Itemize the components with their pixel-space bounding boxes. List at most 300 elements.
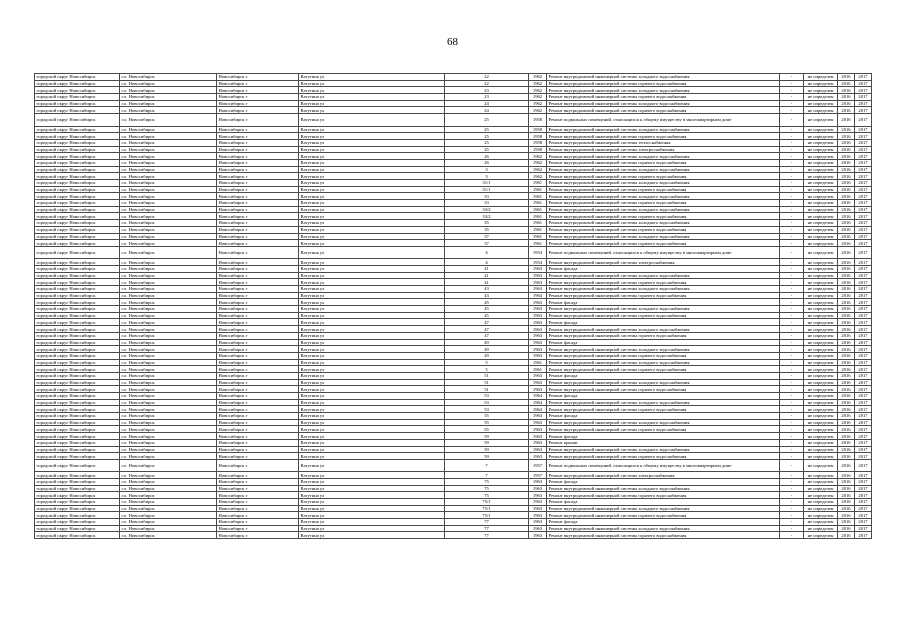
- municipality-cell: г.о. Новосибирск: [120, 478, 217, 485]
- street-cell: Вагутина ул: [299, 306, 445, 313]
- city-cell: Новосибирск г: [217, 94, 299, 101]
- work-type-cell: Ремонт крыши: [547, 439, 780, 446]
- municipality-cell: г.о. Новосибирск: [120, 446, 217, 453]
- work-type-cell: Ремонт внутридомовой инженерной системы холодного водоснабжения: [547, 419, 780, 426]
- district-cell: городской округ Новосибирск: [35, 499, 120, 506]
- table-row: [35, 406, 872, 413]
- dash-cell: -: [780, 339, 804, 346]
- street-cell: Вагутина ул: [299, 246, 445, 258]
- street-cell: Вагутина ул: [299, 286, 445, 293]
- status-cell: не определен: [804, 139, 838, 146]
- street-cell: Вагутина ул: [299, 499, 445, 506]
- district-cell: городской округ Новосибирск: [35, 446, 120, 453]
- period-end-cell: 2017: [855, 107, 872, 114]
- dash-cell: -: [780, 512, 804, 519]
- period-end-cell: 2017: [855, 153, 872, 160]
- dash-cell: -: [780, 220, 804, 227]
- municipality-cell: г.о. Новосибирск: [120, 200, 217, 207]
- status-cell: не определен: [804, 133, 838, 140]
- period-start-cell: 2016: [838, 332, 855, 339]
- period-end-cell: 2017: [855, 366, 872, 373]
- year-built-cell: 1954: [529, 259, 547, 266]
- period-end-cell: 2017: [855, 453, 872, 460]
- work-type-cell: Ремонт внутридомовой инженерной системы горячего водоснабжения: [547, 133, 780, 140]
- work-type-cell: Ремонт внутридомовой инженерной системы холодного водоснабжения: [547, 525, 780, 532]
- street-cell: Вагутина ул: [299, 186, 445, 193]
- period-end-cell: 2017: [855, 478, 872, 485]
- district-cell: городской округ Новосибирск: [35, 133, 120, 140]
- period-start-cell: 2016: [838, 379, 855, 386]
- city-cell: Новосибирск г: [217, 299, 299, 306]
- dash-cell: -: [780, 272, 804, 279]
- dash-cell: -: [780, 312, 804, 319]
- period-end-cell: 2017: [855, 114, 872, 126]
- period-end-cell: 2017: [855, 126, 872, 133]
- status-cell: не определен: [804, 519, 838, 526]
- house-number-cell: 47: [445, 319, 529, 326]
- district-cell: городской округ Новосибирск: [35, 359, 120, 366]
- table-row: [35, 193, 872, 200]
- municipality-cell: г.о. Новосибирск: [120, 213, 217, 220]
- municipality-cell: г.о. Новосибирск: [120, 139, 217, 146]
- district-cell: городской округ Новосибирск: [35, 372, 120, 379]
- table-row: [35, 279, 872, 286]
- period-start-cell: 2016: [838, 246, 855, 258]
- municipality-cell: г.о. Новосибирск: [120, 80, 217, 87]
- status-cell: не определен: [804, 426, 838, 433]
- municipality-cell: г.о. Новосибирск: [120, 306, 217, 313]
- street-cell: Вагутина ул: [299, 478, 445, 485]
- period-end-cell: 2017: [855, 499, 872, 506]
- period-end-cell: 2017: [855, 200, 872, 207]
- municipality-cell: г.о. Новосибирск: [120, 94, 217, 101]
- period-start-cell: 2016: [838, 213, 855, 220]
- period-start-cell: 2016: [838, 453, 855, 460]
- work-type-cell: Ремонт внутридомовой инженерной системы электроснабжения: [547, 472, 780, 479]
- work-type-cell: Ремонт внутридомовой инженерной системы холодного водоснабжения: [547, 272, 780, 279]
- period-start-cell: 2016: [838, 206, 855, 213]
- status-cell: не определен: [804, 299, 838, 306]
- district-cell: городской округ Новосибирск: [35, 306, 120, 313]
- street-cell: Вагутина ул: [299, 426, 445, 433]
- table-row: [35, 133, 872, 140]
- year-built-cell: 1963: [529, 532, 547, 539]
- street-cell: Вагутина ул: [299, 492, 445, 499]
- house-number-cell: 77: [445, 525, 529, 532]
- street-cell: Вагутина ул: [299, 446, 445, 453]
- dash-cell: -: [780, 446, 804, 453]
- municipality-cell: г.о. Новосибирск: [120, 173, 217, 180]
- street-cell: Вагутина ул: [299, 433, 445, 440]
- city-cell: Новосибирск г: [217, 446, 299, 453]
- year-built-cell: 1961: [529, 186, 547, 193]
- city-cell: Новосибирск г: [217, 439, 299, 446]
- status-cell: не определен: [804, 259, 838, 266]
- street-cell: Вагутина ул: [299, 393, 445, 400]
- status-cell: не определен: [804, 220, 838, 227]
- work-type-cell: Ремонт фасада: [547, 519, 780, 526]
- city-cell: Новосибирск г: [217, 159, 299, 166]
- street-cell: Вагутина ул: [299, 173, 445, 180]
- dash-cell: -: [780, 419, 804, 426]
- period-end-cell: 2017: [855, 519, 872, 526]
- city-cell: Новосибирск г: [217, 505, 299, 512]
- district-cell: городской округ Новосибирск: [35, 100, 120, 107]
- period-end-cell: 2017: [855, 193, 872, 200]
- city-cell: Новосибирск г: [217, 186, 299, 193]
- period-end-cell: 2017: [855, 525, 872, 532]
- work-type-cell: Ремонт внутридомовой инженерной системы теплоснабжения: [547, 139, 780, 146]
- year-built-cell: 1963: [529, 453, 547, 460]
- table-row: [35, 472, 872, 479]
- street-cell: Вагутина ул: [299, 206, 445, 213]
- municipality-cell: г.о. Новосибирск: [120, 379, 217, 386]
- period-start-cell: 2016: [838, 446, 855, 453]
- dash-cell: -: [780, 386, 804, 393]
- house-number-cell: 23: [445, 94, 529, 101]
- city-cell: Новосибирск г: [217, 166, 299, 173]
- municipality-cell: г.о. Новосибирск: [120, 126, 217, 133]
- year-built-cell: 1963: [529, 346, 547, 353]
- year-built-cell: 1962: [529, 94, 547, 101]
- year-built-cell: 1963: [529, 299, 547, 306]
- status-cell: не определен: [804, 126, 838, 133]
- municipality-cell: г.о. Новосибирск: [120, 459, 217, 471]
- house-number-cell: 59: [445, 446, 529, 453]
- district-cell: городской округ Новосибирск: [35, 299, 120, 306]
- dash-cell: -: [780, 319, 804, 326]
- municipality-cell: г.о. Новосибирск: [120, 272, 217, 279]
- repair-schedule-table: [34, 73, 872, 539]
- house-number-cell: 75/1: [445, 512, 529, 519]
- table-row: [35, 206, 872, 213]
- street-cell: Вагутина ул: [299, 159, 445, 166]
- district-cell: городской округ Новосибирск: [35, 226, 120, 233]
- dash-cell: -: [780, 279, 804, 286]
- street-cell: Вагутина ул: [299, 193, 445, 200]
- year-built-cell: 1962: [529, 87, 547, 94]
- year-built-cell: 1961: [529, 220, 547, 227]
- district-cell: городской округ Новосибирск: [35, 319, 120, 326]
- dash-cell: -: [780, 240, 804, 247]
- district-cell: городской округ Новосибирск: [35, 439, 120, 446]
- city-cell: Новосибирск г: [217, 87, 299, 94]
- municipality-cell: г.о. Новосибирск: [120, 386, 217, 393]
- status-cell: не определен: [804, 279, 838, 286]
- city-cell: Новосибирск г: [217, 433, 299, 440]
- house-number-cell: 23: [445, 87, 529, 94]
- year-built-cell: 1963: [529, 319, 547, 326]
- status-cell: не определен: [804, 339, 838, 346]
- street-cell: Вагутина ул: [299, 107, 445, 114]
- status-cell: не определен: [804, 352, 838, 359]
- house-number-cell: 4: [445, 259, 529, 266]
- municipality-cell: г.о. Новосибирск: [120, 326, 217, 333]
- table-row: [35, 339, 872, 346]
- period-start-cell: 2016: [838, 220, 855, 227]
- street-cell: Вагутина ул: [299, 319, 445, 326]
- period-start-cell: 2016: [838, 200, 855, 207]
- period-end-cell: 2017: [855, 80, 872, 87]
- dash-cell: -: [780, 359, 804, 366]
- city-cell: Новосибирск г: [217, 114, 299, 126]
- dash-cell: -: [780, 87, 804, 94]
- dash-cell: -: [780, 292, 804, 299]
- house-number-cell: 55: [445, 413, 529, 420]
- dash-cell: -: [780, 326, 804, 333]
- city-cell: Новосибирск г: [217, 206, 299, 213]
- work-type-cell: Ремонт внутридомовой инженерной системы горячего водоснабжения: [547, 426, 780, 433]
- work-type-cell: Ремонт внутридомовой инженерной системы горячего водоснабжения: [547, 213, 780, 220]
- period-start-cell: 2016: [838, 173, 855, 180]
- district-cell: городской округ Новосибирск: [35, 166, 120, 173]
- house-number-cell: 51: [445, 379, 529, 386]
- period-start-cell: 2016: [838, 312, 855, 319]
- work-type-cell: Ремонт внутридомовой инженерной системы холодного водоснабжения: [547, 100, 780, 107]
- status-cell: не определен: [804, 166, 838, 173]
- table-row: [35, 439, 872, 446]
- work-type-cell: Ремонт внутридомовой инженерной системы холодного водоснабжения: [547, 206, 780, 213]
- period-end-cell: 2017: [855, 379, 872, 386]
- work-type-cell: Ремонт внутридомовой инженерной системы холодного водоснабжения: [547, 87, 780, 94]
- city-cell: Новосибирск г: [217, 346, 299, 353]
- street-cell: Вагутина ул: [299, 180, 445, 187]
- period-end-cell: 2017: [855, 339, 872, 346]
- street-cell: Вагутина ул: [299, 366, 445, 373]
- status-cell: не определен: [804, 206, 838, 213]
- period-end-cell: 2017: [855, 220, 872, 227]
- street-cell: Вагутина ул: [299, 326, 445, 333]
- house-number-cell: 43: [445, 286, 529, 293]
- year-built-cell: 1962: [529, 80, 547, 87]
- house-number-cell: 33: [445, 193, 529, 200]
- municipality-cell: г.о. Новосибирск: [120, 133, 217, 140]
- table-row: [35, 94, 872, 101]
- period-end-cell: 2017: [855, 532, 872, 539]
- period-end-cell: 2017: [855, 306, 872, 313]
- year-built-cell: 1961: [529, 206, 547, 213]
- dash-cell: -: [780, 352, 804, 359]
- district-cell: городской округ Новосибирск: [35, 272, 120, 279]
- period-end-cell: 2017: [855, 180, 872, 187]
- district-cell: городской округ Новосибирск: [35, 279, 120, 286]
- district-cell: городской округ Новосибирск: [35, 94, 120, 101]
- city-cell: Новосибирск г: [217, 419, 299, 426]
- table-row: [35, 265, 872, 272]
- district-cell: городской округ Новосибирск: [35, 453, 120, 460]
- house-number-cell: 25: [445, 133, 529, 140]
- house-number-cell: 5: [445, 366, 529, 373]
- house-number-cell: 31/1: [445, 186, 529, 193]
- year-built-cell: 1963: [529, 339, 547, 346]
- status-cell: не определен: [804, 379, 838, 386]
- period-start-cell: 2016: [838, 519, 855, 526]
- period-start-cell: 2016: [838, 439, 855, 446]
- house-number-cell: 7: [445, 459, 529, 471]
- table-row: [35, 492, 872, 499]
- municipality-cell: г.о. Новосибирск: [120, 499, 217, 506]
- house-number-cell: 25: [445, 126, 529, 133]
- status-cell: не определен: [804, 286, 838, 293]
- dash-cell: -: [780, 366, 804, 373]
- street-cell: Вагутина ул: [299, 220, 445, 227]
- city-cell: Новосибирск г: [217, 233, 299, 240]
- district-cell: городской округ Новосибирск: [35, 114, 120, 126]
- dash-cell: -: [780, 94, 804, 101]
- city-cell: Новосибирск г: [217, 366, 299, 373]
- table-row: [35, 126, 872, 133]
- table-row: [35, 220, 872, 227]
- work-type-cell: Ремонт внутридомовой инженерной системы электроснабжения: [547, 146, 780, 153]
- year-built-cell: 1963: [529, 352, 547, 359]
- work-type-cell: Ремонт внутридомовой инженерной системы холодного водоснабжения: [547, 359, 780, 366]
- district-cell: городской округ Новосибирск: [35, 332, 120, 339]
- year-built-cell: 1963: [529, 386, 547, 393]
- dash-cell: -: [780, 159, 804, 166]
- district-cell: городской округ Новосибирск: [35, 193, 120, 200]
- year-built-cell: 1957: [529, 472, 547, 479]
- period-start-cell: 2016: [838, 512, 855, 519]
- work-type-cell: Ремонт подвальных помещений, относящихся к общему имуществу в многоквартирном доме: [547, 459, 780, 471]
- status-cell: не определен: [804, 359, 838, 366]
- year-built-cell: 1963: [529, 332, 547, 339]
- table-row: [35, 332, 872, 339]
- table-row: [35, 433, 872, 440]
- table-row: [35, 446, 872, 453]
- dash-cell: -: [780, 246, 804, 258]
- table-row: [35, 372, 872, 379]
- period-end-cell: 2017: [855, 485, 872, 492]
- period-start-cell: 2016: [838, 133, 855, 140]
- dash-cell: -: [780, 193, 804, 200]
- city-cell: Новосибирск г: [217, 74, 299, 81]
- table-row: [35, 100, 872, 107]
- period-start-cell: 2016: [838, 272, 855, 279]
- dash-cell: -: [780, 499, 804, 506]
- period-start-cell: 2016: [838, 366, 855, 373]
- dash-cell: -: [780, 426, 804, 433]
- period-start-cell: 2016: [838, 352, 855, 359]
- year-built-cell: 1957: [529, 459, 547, 471]
- year-built-cell: 1963: [529, 326, 547, 333]
- work-type-cell: Ремонт внутридомовой инженерной системы холодного водоснабжения: [547, 346, 780, 353]
- district-cell: городской округ Новосибирск: [35, 233, 120, 240]
- work-type-cell: Ремонт внутридомовой инженерной системы холодного водоснабжения: [547, 326, 780, 333]
- municipality-cell: г.о. Новосибирск: [120, 87, 217, 94]
- city-cell: Новосибирск г: [217, 319, 299, 326]
- municipality-cell: г.о. Новосибирск: [120, 265, 217, 272]
- table-row: [35, 413, 872, 420]
- period-end-cell: 2017: [855, 139, 872, 146]
- municipality-cell: г.о. Новосибирск: [120, 393, 217, 400]
- table-row: [35, 286, 872, 293]
- work-type-cell: Ремонт фасада: [547, 413, 780, 420]
- table-row: [35, 499, 872, 506]
- district-cell: городской округ Новосибирск: [35, 126, 120, 133]
- work-type-cell: Ремонт внутридомовой инженерной системы горячего водоснабжения: [547, 186, 780, 193]
- city-cell: Новосибирск г: [217, 153, 299, 160]
- district-cell: городской округ Новосибирск: [35, 478, 120, 485]
- municipality-cell: г.о. Новосибирск: [120, 312, 217, 319]
- period-start-cell: 2016: [838, 159, 855, 166]
- city-cell: Новосибирск г: [217, 472, 299, 479]
- period-end-cell: 2017: [855, 326, 872, 333]
- year-built-cell: 1954: [529, 246, 547, 258]
- period-end-cell: 2017: [855, 399, 872, 406]
- table-row: [35, 166, 872, 173]
- year-built-cell: 1961: [529, 359, 547, 366]
- period-end-cell: 2017: [855, 186, 872, 193]
- dash-cell: -: [780, 525, 804, 532]
- municipality-cell: г.о. Новосибирск: [120, 433, 217, 440]
- status-cell: не определен: [804, 332, 838, 339]
- district-cell: городской округ Новосибирск: [35, 386, 120, 393]
- status-cell: не определен: [804, 413, 838, 420]
- house-number-cell: 33/2: [445, 213, 529, 220]
- district-cell: городской округ Новосибирск: [35, 107, 120, 114]
- dash-cell: -: [780, 153, 804, 160]
- dash-cell: -: [780, 213, 804, 220]
- period-start-cell: 2016: [838, 393, 855, 400]
- city-cell: Новосибирск г: [217, 265, 299, 272]
- municipality-cell: г.о. Новосибирск: [120, 74, 217, 81]
- status-cell: не определен: [804, 492, 838, 499]
- year-built-cell: 1963: [529, 433, 547, 440]
- municipality-cell: г.о. Новосибирск: [120, 505, 217, 512]
- dash-cell: -: [780, 505, 804, 512]
- period-end-cell: 2017: [855, 166, 872, 173]
- street-cell: Вагутина ул: [299, 532, 445, 539]
- table-row: [35, 366, 872, 373]
- period-end-cell: 2017: [855, 433, 872, 440]
- district-cell: городской округ Новосибирск: [35, 459, 120, 471]
- period-start-cell: 2016: [838, 265, 855, 272]
- street-cell: Вагутина ул: [299, 399, 445, 406]
- street-cell: Вагутина ул: [299, 352, 445, 359]
- period-end-cell: 2017: [855, 319, 872, 326]
- municipality-cell: г.о. Новосибирск: [120, 107, 217, 114]
- house-number-cell: 41: [445, 265, 529, 272]
- status-cell: не определен: [804, 499, 838, 506]
- year-built-cell: 1962: [529, 173, 547, 180]
- period-end-cell: 2017: [855, 240, 872, 247]
- city-cell: Новосибирск г: [217, 80, 299, 87]
- work-type-cell: Ремонт внутридомовой инженерной системы горячего водоснабжения: [547, 279, 780, 286]
- city-cell: Новосибирск г: [217, 406, 299, 413]
- work-type-cell: Ремонт внутридомовой инженерной системы горячего водоснабжения: [547, 386, 780, 393]
- dash-cell: -: [780, 399, 804, 406]
- year-built-cell: 1961: [529, 213, 547, 220]
- year-built-cell: 1963: [529, 279, 547, 286]
- district-cell: городской округ Новосибирск: [35, 246, 120, 258]
- year-built-cell: 1958: [529, 126, 547, 133]
- year-built-cell: 1964: [529, 399, 547, 406]
- street-cell: Вагутина ул: [299, 485, 445, 492]
- municipality-cell: г.о. Новосибирск: [120, 186, 217, 193]
- dash-cell: -: [780, 139, 804, 146]
- table-row: [35, 74, 872, 81]
- city-cell: Новосибирск г: [217, 272, 299, 279]
- house-number-cell: 24: [445, 100, 529, 107]
- house-number-cell: 77: [445, 532, 529, 539]
- status-cell: не определен: [804, 326, 838, 333]
- year-built-cell: 1961: [529, 180, 547, 187]
- period-start-cell: 2016: [838, 87, 855, 94]
- dash-cell: -: [780, 80, 804, 87]
- dash-cell: -: [780, 453, 804, 460]
- period-end-cell: 2017: [855, 74, 872, 81]
- city-cell: Новосибирск г: [217, 107, 299, 114]
